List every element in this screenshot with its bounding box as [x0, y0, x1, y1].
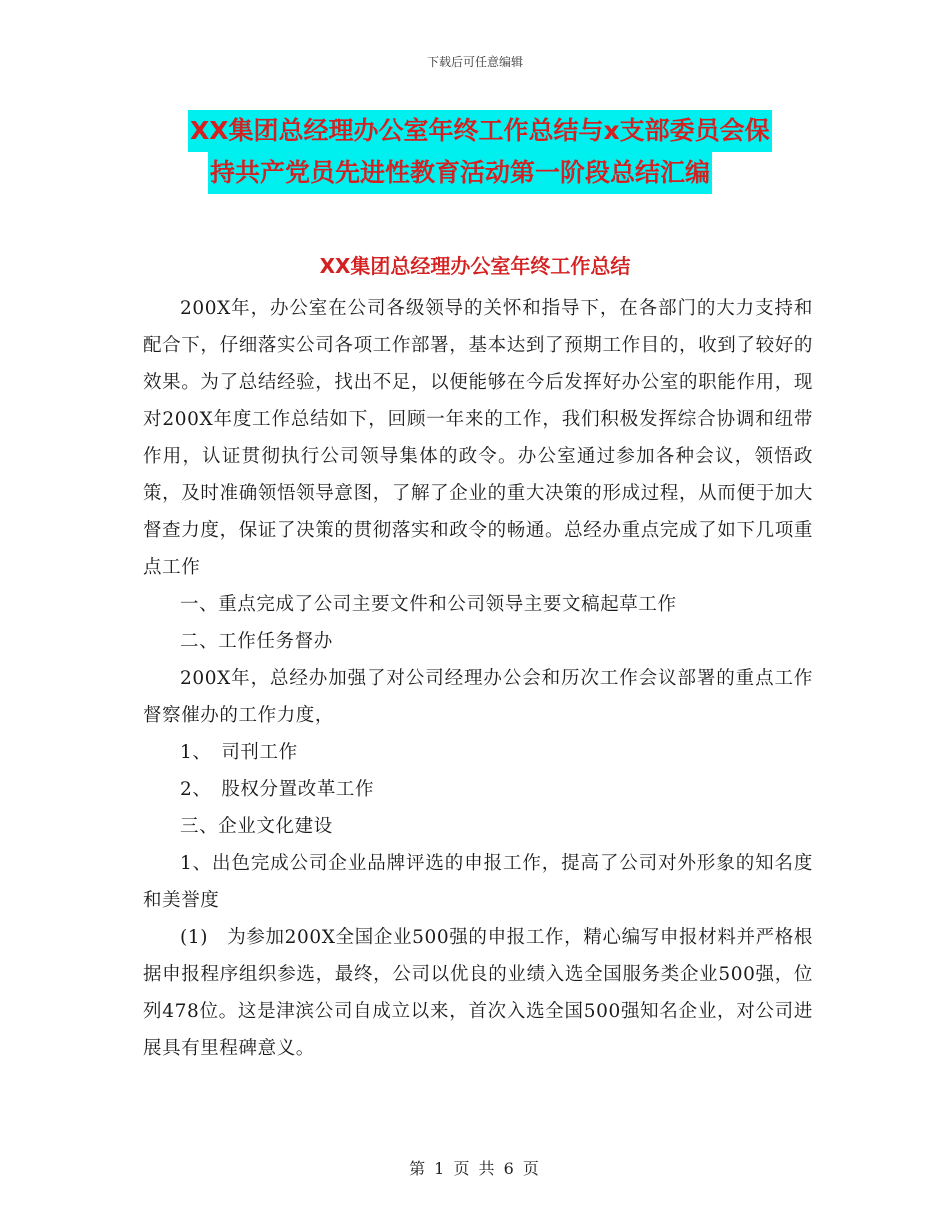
- document-title-line-1: XX集团总经理办公室年终工作总结与x支部委员会保: [188, 110, 772, 152]
- paragraph-supervision: 200X年，总经办加强了对公司经理办公会和历次工作会议部署的重点工作督察催办的工作力度，: [143, 668, 813, 726]
- section-heading: XX集团总经理办公室年终工作总结: [319, 254, 631, 278]
- paragraph-item-2: 二、工作任务督办: [180, 631, 333, 652]
- page-footer: 第 1 页 共 6 页: [409, 1159, 541, 1178]
- paragraph-culture-1-1: (1) 为参加200X全国企业500强的申报工作，精心编写申报材料并严格根据申报程序组织参选，最终，公司以优良的业绩入选全国服务类企业500强，位列478位。这是津滨公司自成立以来，首次入选全国500强知名企业，对公司进展具有里程碑意义。: [143, 927, 813, 1059]
- paragraph-intro: 200X年，办公室在公司各级领导的关怀和指导下，在各部门的大力支持和配合下，仔细落实公司各项工作部署，基本达到了预期工作目的，收到了较好的效果。为了总结经验，找出不足，以便能够在今后发挥好办公室的职能作用，现对200X年度工作总结如下，回顾一年来的工作，我们积极发挥综合协调和纽带作用，认证贯彻执行公司领导集体的政令。办公室通过参加各种会议，领悟政策，及时准确领悟领导意图，了解了企业的重大决策的形成过程，从而便于加大督查力度，保证了决策的贯彻落实和政令的畅通。总经办重点完成了如下几项重点工作: [143, 298, 813, 578]
- paragraph-subitem-2: 2、 股权分置改革工作: [180, 779, 375, 800]
- paragraph-culture-1: 1、出色完成公司企业品牌评选的申报工作，提高了公司对外形象的知名度和美誉度: [143, 853, 813, 911]
- paragraph-subitem-1: 1、 司刊工作: [180, 742, 298, 763]
- paragraph-item-1: 一、重点完成了公司主要文件和公司领导主要文稿起草工作: [180, 594, 677, 615]
- body-text: [143, 290, 813, 1067]
- document-title-line-2: 持共产党员先进性教育活动第一阶段总结汇编: [208, 152, 712, 194]
- header-note: 下载后可任意编辑: [426, 55, 523, 69]
- paragraph-item-3: 三、企业文化建设: [180, 816, 333, 837]
- document-title: [188, 110, 828, 194]
